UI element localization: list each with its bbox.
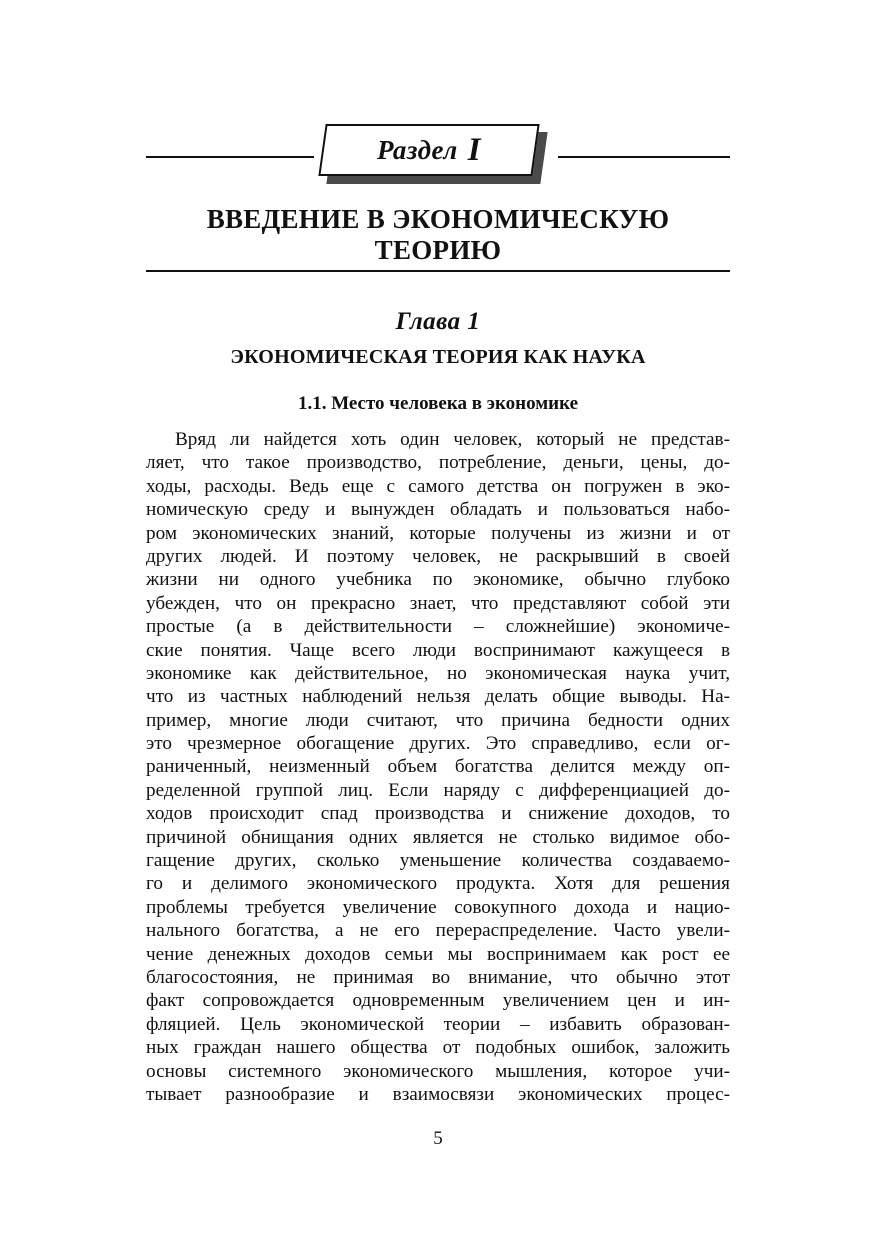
part-title-rule xyxy=(146,270,730,272)
body-paragraph xyxy=(146,428,730,1106)
body-line: жизни ни одного учебника по экономике, обычно глубоко xyxy=(146,569,730,591)
body-line: номическую среду и вынужден обладать и пользоваться набо- xyxy=(146,499,730,521)
body-line: тывает разнообразие и взаимосвязи экономических процес- xyxy=(146,1083,730,1105)
body-line: ские понятия. Чаще всего люди воспринимают кажущееся в xyxy=(146,639,730,661)
banner-rule-right xyxy=(558,156,730,158)
part-title-line-2: ТЕОРИЮ xyxy=(374,235,502,265)
body-line: факт сопровождается одновременным увеличением цен и ин- xyxy=(146,990,730,1012)
body-line: убежден, что он прекрасно знает, что представляют собой эти xyxy=(146,592,730,614)
banner-rule-left xyxy=(146,156,314,158)
body-line: гащение других, сколько уменьшение количества создаваемо- xyxy=(146,850,730,872)
body-line: это чрезмерное обогащение других. Это справедливо, если ог- xyxy=(146,733,730,755)
body-line: причиной обнищания одних является не столько видимое обо- xyxy=(146,826,730,848)
body-line: раниченный, неизменный объем богатства делится между оп- xyxy=(146,756,730,778)
body-line: чение денежных доходов семьи мы воспринимаем как рост ее xyxy=(146,943,730,965)
body-line: го и делимого экономического продукта. Хотя для решения xyxy=(146,873,730,895)
section-banner xyxy=(322,124,536,176)
page-number: 5 xyxy=(433,1128,443,1149)
body-line: экономике как действительное, но экономическая наука учит, xyxy=(146,662,730,684)
body-line: Вряд ли найдется хоть один человек, который не представ- xyxy=(175,429,730,450)
section-title: 1.1. Место человека в экономике xyxy=(297,393,579,414)
body-line: ределенной группой лиц. Если наряду с дифференциацией до- xyxy=(146,779,730,801)
part-title xyxy=(146,204,730,266)
body-line: пример, многие люди считают, что причина бедности одних xyxy=(146,709,730,731)
body-line: что из частных наблюдений нельзя делать общие выводы. На- xyxy=(146,686,730,708)
body-line: проблемы требуется увеличение совокупного дохода и нацио- xyxy=(146,896,730,918)
part-title-line-1: ВВЕДЕНИЕ В ЭКОНОМИЧЕСКУЮ xyxy=(206,204,670,234)
body-line: фляцией. Цель экономической теории – избавить образован- xyxy=(146,1013,730,1035)
body-line: ром экономических знаний, которые получены из жизни и от xyxy=(146,522,730,544)
body-line: других людей. И поэтому человек, не раскрывший в своей xyxy=(146,545,730,567)
body-line: ляет, что такое производство, потребление, деньги, цены, до- xyxy=(146,452,730,474)
body-line: простые (а в действительности – сложнейшие) экономиче- xyxy=(146,616,730,638)
chapter-title: ЭКОНОМИЧЕСКАЯ ТЕОРИЯ КАК НАУКА xyxy=(230,346,646,368)
body-line: ходы, расходы. Ведь еще с самого детства он погружен в эко- xyxy=(146,475,730,497)
body-line: основы системного экономического мышления, которое учи- xyxy=(146,1060,730,1082)
body-line: нального богатства, а не его перераспределение. Часто увели- xyxy=(146,920,730,942)
chapter-label: Глава 1 xyxy=(395,308,481,335)
body-line: ных граждан нашего общества от подобных ошибок, заложить xyxy=(146,1037,730,1059)
body-line: благосостояния, не принимая во внимание, что обычно этот xyxy=(146,966,730,988)
body-line: ходов происходит спад производства и снижение доходов, то xyxy=(146,803,730,825)
section-banner-label: Раздел xyxy=(376,134,458,165)
section-banner-numeral: I xyxy=(467,131,482,168)
